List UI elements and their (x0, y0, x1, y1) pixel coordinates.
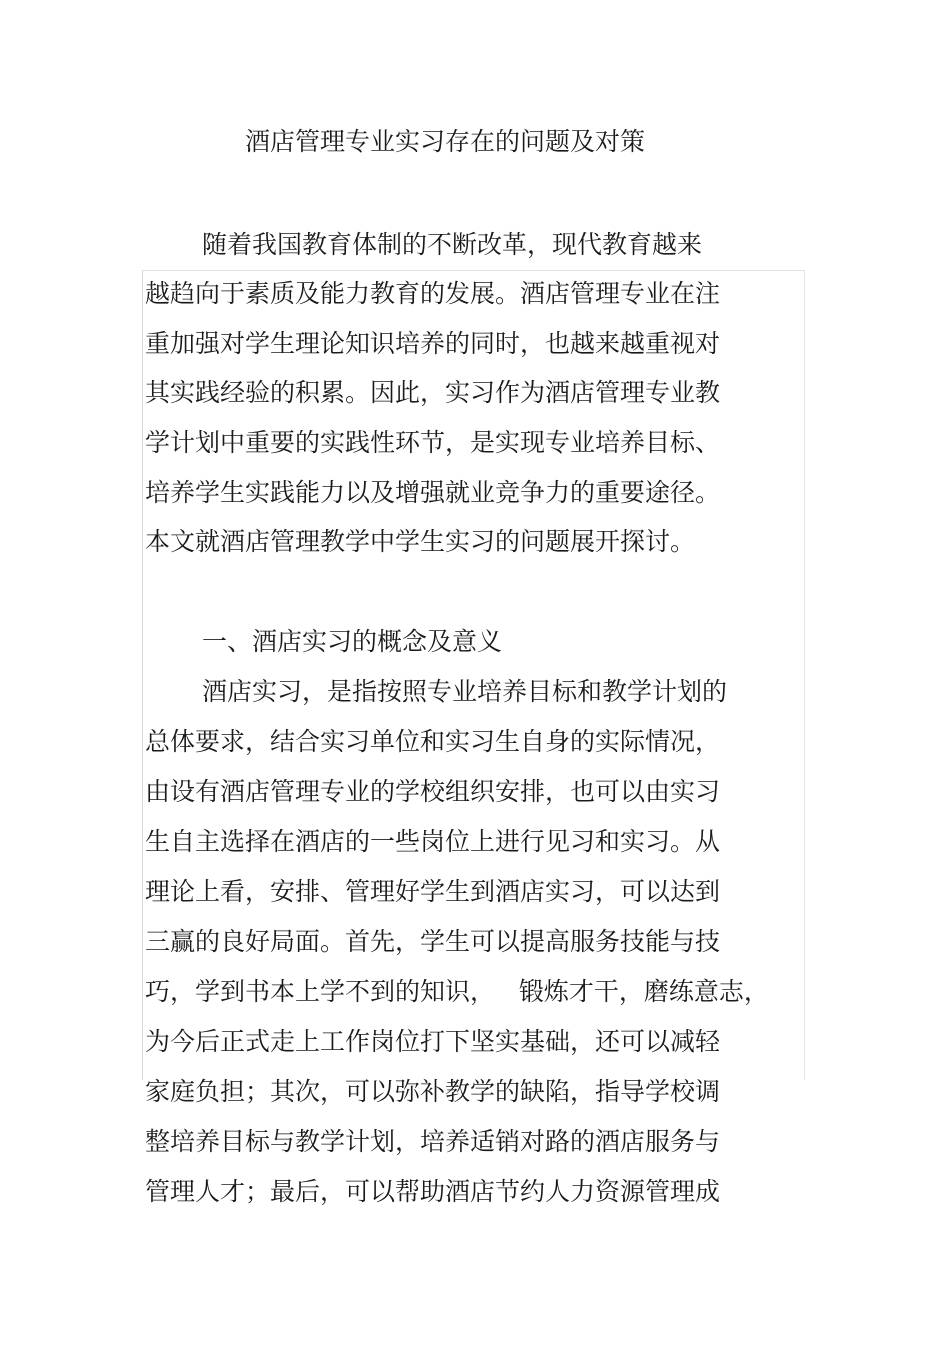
section-line-1: 酒店实习，是指按照专业培养目标和教学计划的 (202, 677, 728, 706)
intro-line-2: 越趋向于素质及能力教育的发展。酒店管理专业在注 (145, 279, 721, 308)
section-line-3: 由设有酒店管理专业的学校组织安排，也可以由实习 (145, 777, 721, 806)
frame-border-top (142, 270, 805, 271)
intro-line-7: 本文就酒店管理教学中学生实习的问题展开探讨。 (145, 527, 696, 556)
frame-border-left (142, 270, 143, 1080)
section-line-11: 管理人才；最后，可以帮助酒店节约人力资源管理成 (145, 1177, 721, 1206)
section-line-2: 总体要求，结合实习单位和实习生自身的实际情况， (145, 727, 721, 756)
section-line-8: 为今后正式走上工作岗位打下坚实基础，还可以减轻 (145, 1027, 721, 1056)
section-line-5: 理论上看，安排、管理好学生到酒店实习，可以达到 (145, 877, 721, 906)
intro-line-1: 随着我国教育体制的不断改革，现代教育越来 (202, 230, 703, 259)
intro-line-5: 学计划中重要的实践性环节，是实现专业培养目标、 (145, 428, 721, 457)
section-heading: 一、酒店实习的概念及意义 (202, 627, 503, 656)
section-line-7: 巧，学到书本上学不到的知识， 锻炼才干，磨练意志， (145, 977, 769, 1006)
section-line-4: 生自主选择在酒店的一些岗位上进行见习和实习。从 (145, 827, 721, 856)
section-line-10: 整培养目标与教学计划，培养适销对路的酒店服务与 (145, 1127, 721, 1156)
intro-line-3: 重加强对学生理论知识培养的同时，也越来越重视对 (145, 329, 721, 358)
document-title: 酒店管理专业实习存在的问题及对策 (245, 127, 646, 156)
section-line-9: 家庭负担；其次，可以弥补教学的缺陷，指导学校调 (145, 1077, 721, 1106)
intro-line-4: 其实践经验的积累。因此，实习作为酒店管理专业教 (145, 378, 721, 407)
intro-line-6: 培养学生实践能力以及增强就业竞争力的重要途径。 (145, 478, 721, 507)
frame-border-right (804, 270, 805, 1080)
section-line-6: 三赢的良好局面。首先，学生可以提高服务技能与技 (145, 927, 721, 956)
